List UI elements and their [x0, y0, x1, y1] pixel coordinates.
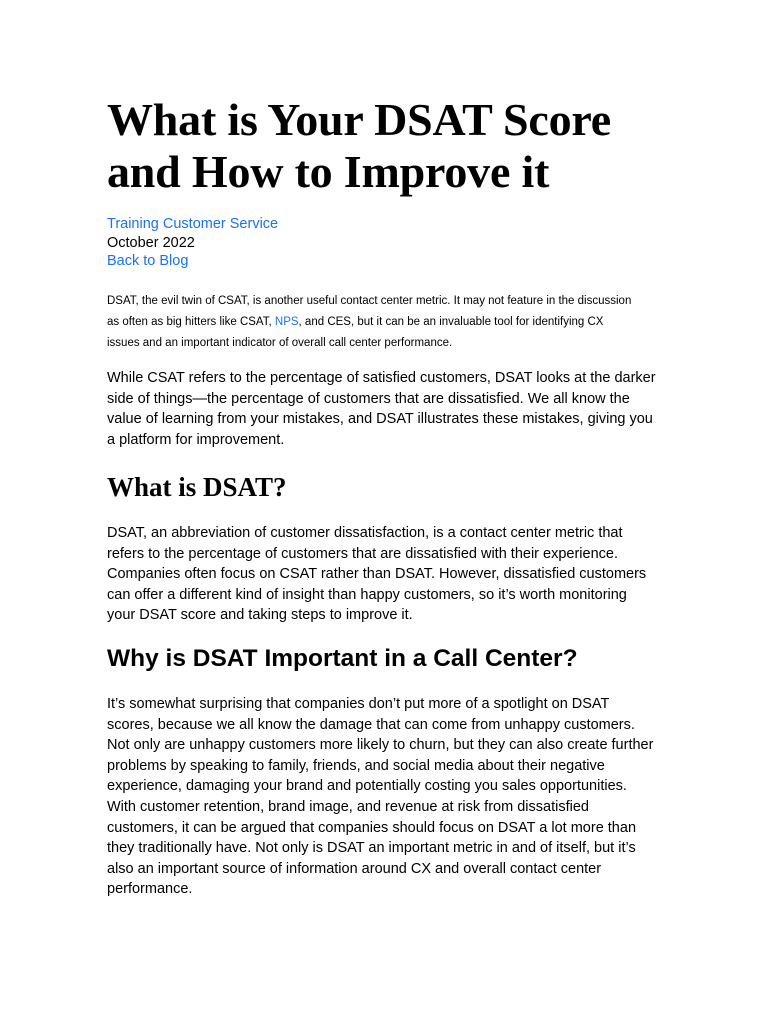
intro-text-before-link: DSAT, the evil twin of CSAT, is another useful contact center metric. It may not feature in the discussion as often as big hitters like CSAT,: [107, 295, 632, 328]
publish-date: October 2022: [107, 234, 195, 251]
heading-what-is-dsat: What is DSAT?: [107, 472, 287, 502]
nps-link[interactable]: NPS: [274, 316, 299, 328]
page-title: What is Your DSAT Score and How to Improve it: [107, 94, 612, 197]
intro-paragraph: [107, 291, 637, 354]
back-to-blog-link[interactable]: Back to Blog: [107, 253, 189, 269]
article-meta: [107, 215, 278, 271]
category-link[interactable]: Training Customer Service: [107, 216, 279, 232]
paragraph-why-dsat-important: It’s somewhat surprising that companies don’t put more of a spotlight on DSAT scores, because we all know the damage that can come from unhappy customers. Not only are unhappy customers more likely to churn, but they can also create further problems by speaking to family, friends, and social media about their negative experience, damaging your brand and potentially costing you sales opportunities. With customer retention, brand image, and revenue at risk from dissatisfied customers, it can be argued that companies should focus on DSAT a lot more than they traditionally have. Not only is DSAT an important metric in and of itself, but it’s also an important source of information around CX and overall contact center performance.: [107, 696, 654, 898]
paragraph-what-is-dsat: DSAT, an abbreviation of customer dissatisfaction, is a contact center metric that refers to the percentage of customers that are dissatisfied with their experience. Companies often focus on CSAT rather than DSAT. However, dissatisfied customers can offer a different kind of insight than happy customers, so it’s worth monitoring your DSAT score and taking steps to improve it.: [107, 525, 647, 624]
intro-text-after-link: , and CES, but it can be an invaluable tool for identifying CX issues and an important indicator of overall call center performance.: [107, 316, 604, 349]
paragraph-csat-vs-dsat: While CSAT refers to the percentage of satisfied customers, DSAT looks at the darker side of things—the percentage of customers that are dissatisfied. We all know the value of learning from your mistakes, and DSAT illustrates these mistakes, giving you a platform for improvement.: [107, 370, 656, 448]
heading-why-dsat-important: Why is DSAT Important in a Call Center?: [107, 645, 578, 672]
